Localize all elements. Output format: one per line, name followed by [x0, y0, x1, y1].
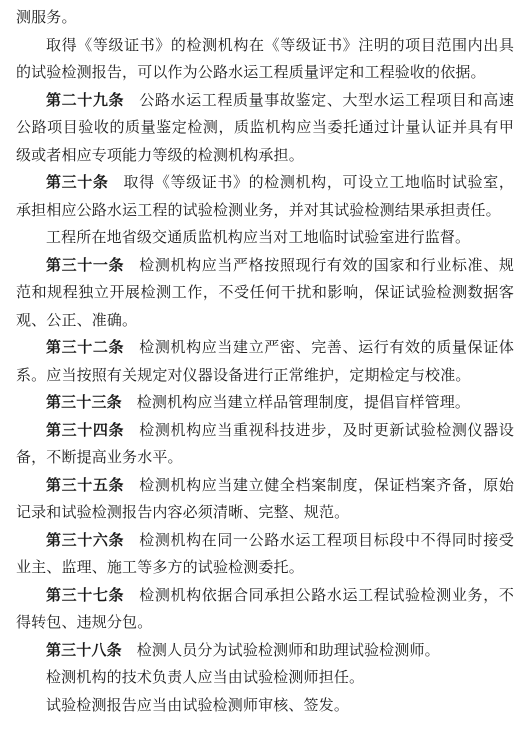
paragraph-0 [16, 4, 514, 32]
article-35 [16, 472, 514, 527]
article-number: 第三十条 [46, 173, 109, 191]
article-number: 第三十三条 [46, 393, 122, 411]
article-text: 检测人员分为试验检测师和助理试验检测师。 [136, 640, 440, 659]
article-text: 检测机构应当建立严密、完善、运行有效的质量保证体系。应当按照有关规定对仪器设备进行正常维护，定期检定与校准。 [16, 338, 514, 384]
paragraph-14 [16, 692, 514, 720]
article-33 [16, 389, 514, 417]
paragraph-4 [16, 224, 514, 252]
article-text: 检测机构应当建立健全档案制度，保证档案齐备，原始记录和试验检测报告内容必须清晰、完整、规范。 [16, 475, 514, 521]
article-37 [16, 582, 514, 637]
article-38 [16, 637, 514, 665]
article-30 [16, 169, 514, 224]
article-text: 检测机构应当建立样品管理制度，提倡盲样管理。 [136, 393, 471, 411]
article-text: 检测机构应当重视科技进步，及时更新试验检测仪器设备，不断提高业务水平。 [16, 420, 514, 466]
article-number: 第三十六条 [46, 530, 125, 549]
article-36 [16, 527, 514, 582]
article-number: 第三十一条 [46, 255, 125, 274]
article-number: 第三十五条 [46, 475, 125, 494]
article-number: 第二十九条 [46, 90, 125, 109]
article-text: 检测机构依据合同承担公路水运工程试验检测业务，不得转包、违规分包。 [16, 585, 514, 631]
paragraph-text: 取得《等级证书》的检测机构在《等级证书》注明的项目范围内出具的试验检测报告，可以作为公路水运工程质量评定和工程验收的依据。 [16, 35, 514, 81]
article-31 [16, 252, 514, 335]
article-number: 第三十四条 [46, 420, 125, 439]
article-34 [16, 417, 514, 472]
article-number: 第三十八条 [46, 640, 122, 659]
article-29 [16, 87, 514, 170]
article-32 [16, 334, 514, 389]
paragraph-text: 试验检测报告应当由试验检测师审核、签发。 [46, 695, 350, 714]
article-text: 公路水运工程质量事故鉴定、大型水运工程项目和高速公路项目验收的质量鉴定检测，质监机构应当委托通过计量认证并具有甲级或者相应专项能力等级的检测机构承担。 [16, 90, 514, 164]
article-text: 检测机构在同一公路水运工程项目标段中不得同时接受业主、监理、施工等多方的试验检测委托。 [16, 530, 514, 576]
article-number: 第三十二条 [46, 338, 125, 356]
article-text: 检测机构应当严格按照现行有效的国家和行业标准、规范和规程独立开展检测工作，不受任何干扰和影响，保证试验检测数据客观、公正、准确。 [16, 255, 514, 329]
paragraph-text: 工程所在地省级交通质监机构应当对工地临时试验室进行监督。 [46, 228, 471, 246]
article-text: 取得《等级证书》的检测机构，可设立工地临时试验室，承担相应公路水运工程的试验检测业务，并对其试验检测结果承担责任。 [16, 173, 514, 219]
paragraph-text: 检测机构的技术负责人应当由试验检测师担任。 [46, 668, 365, 686]
paragraph-1 [16, 32, 514, 87]
paragraph-13 [16, 664, 514, 692]
paragraph-text: 测服务。 [16, 8, 77, 26]
article-number: 第三十七条 [46, 585, 125, 604]
